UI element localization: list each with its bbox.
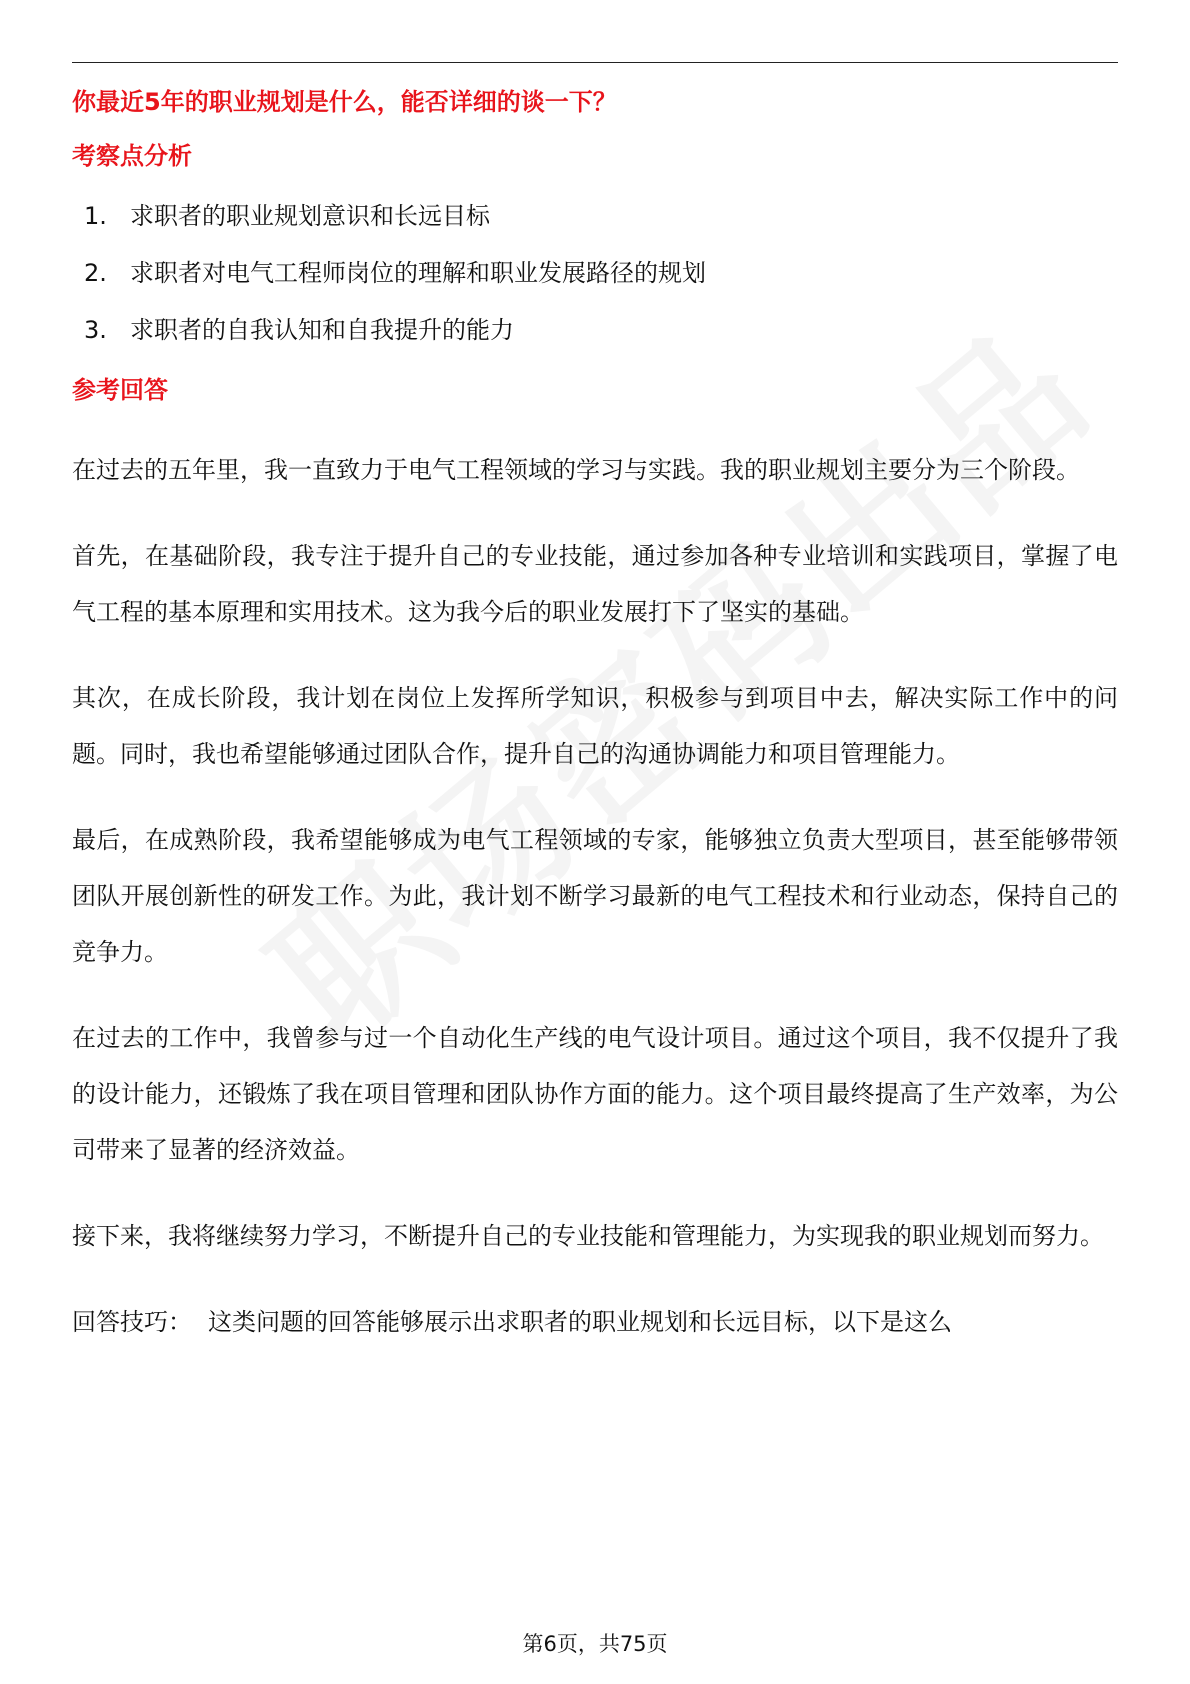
tips-label: 回答技巧： [72,1308,192,1336]
answer-paragraph: 其次，在成长阶段，我计划在岗位上发挥所学知识，积极参与到项目中去，解决实际工作中的问题。同时，我也希望能够通过团队合作，提升自己的沟通协调能力和项目管理能力。 [72,684,1118,768]
list-item [72,255,1118,291]
tips-paragraph [72,1294,1118,1350]
answer-paragraph: 在过去的五年里，我一直致力于电气工程领域的学习与实践。我的职业规划主要分为三个阶段。 [72,456,1080,484]
answer-paragraph: 接下来，我将继续努力学习，不断提升自己的专业技能和管理能力，为实现我的职业规划而努力。 [72,1222,1104,1250]
analysis-list [72,198,1118,348]
page-content [72,82,1118,1350]
question-title: 你最近5年的职业规划是什么，能否详细的谈一下？ [72,88,617,116]
header-divider [72,62,1118,63]
analysis-heading: 考察点分析 [72,142,192,170]
list-number: 3. [84,316,107,344]
answer-paragraph: 首先，在基础阶段，我专注于提升自己的专业技能，通过参加各种专业培训和实践项目，掌握了电气工程的基本原理和实用技术。这为我今后的职业发展打下了坚实的基础。 [72,542,1118,626]
list-text: 求职者的职业规划意识和长远目标 [130,202,490,230]
answer-heading: 参考回答 [72,376,168,404]
answer-paragraph: 最后，在成熟阶段，我希望能够成为电气工程领域的专家，能够独立负责大型项目，甚至能够带领团队开展创新性的研发工作。为此，我计划不断学习最新的电气工程技术和行业动态，保持自己的竞争力。 [72,826,1118,966]
list-item [72,198,1118,234]
tips-text: 这类问题的回答能够展示出求职者的职业规划和长远目标，以下是这么 [208,1308,952,1336]
list-number: 1. [84,202,107,230]
answer-paragraph: 在过去的工作中，我曾参与过一个自动化生产线的电气设计项目。通过这个项目，我不仅提升了我的设计能力，还锻炼了我在项目管理和团队协作方面的能力。这个项目最终提高了生产效率，为公司带来了显著的经济效益。 [72,1024,1118,1164]
page-number: 第6页，共75页 [522,1632,668,1656]
list-number: 2. [84,259,107,287]
list-text: 求职者对电气工程师岗位的理解和职业发展路径的规划 [130,259,706,287]
list-item [72,312,1118,348]
list-text: 求职者的自我认知和自我提升的能力 [130,316,514,344]
